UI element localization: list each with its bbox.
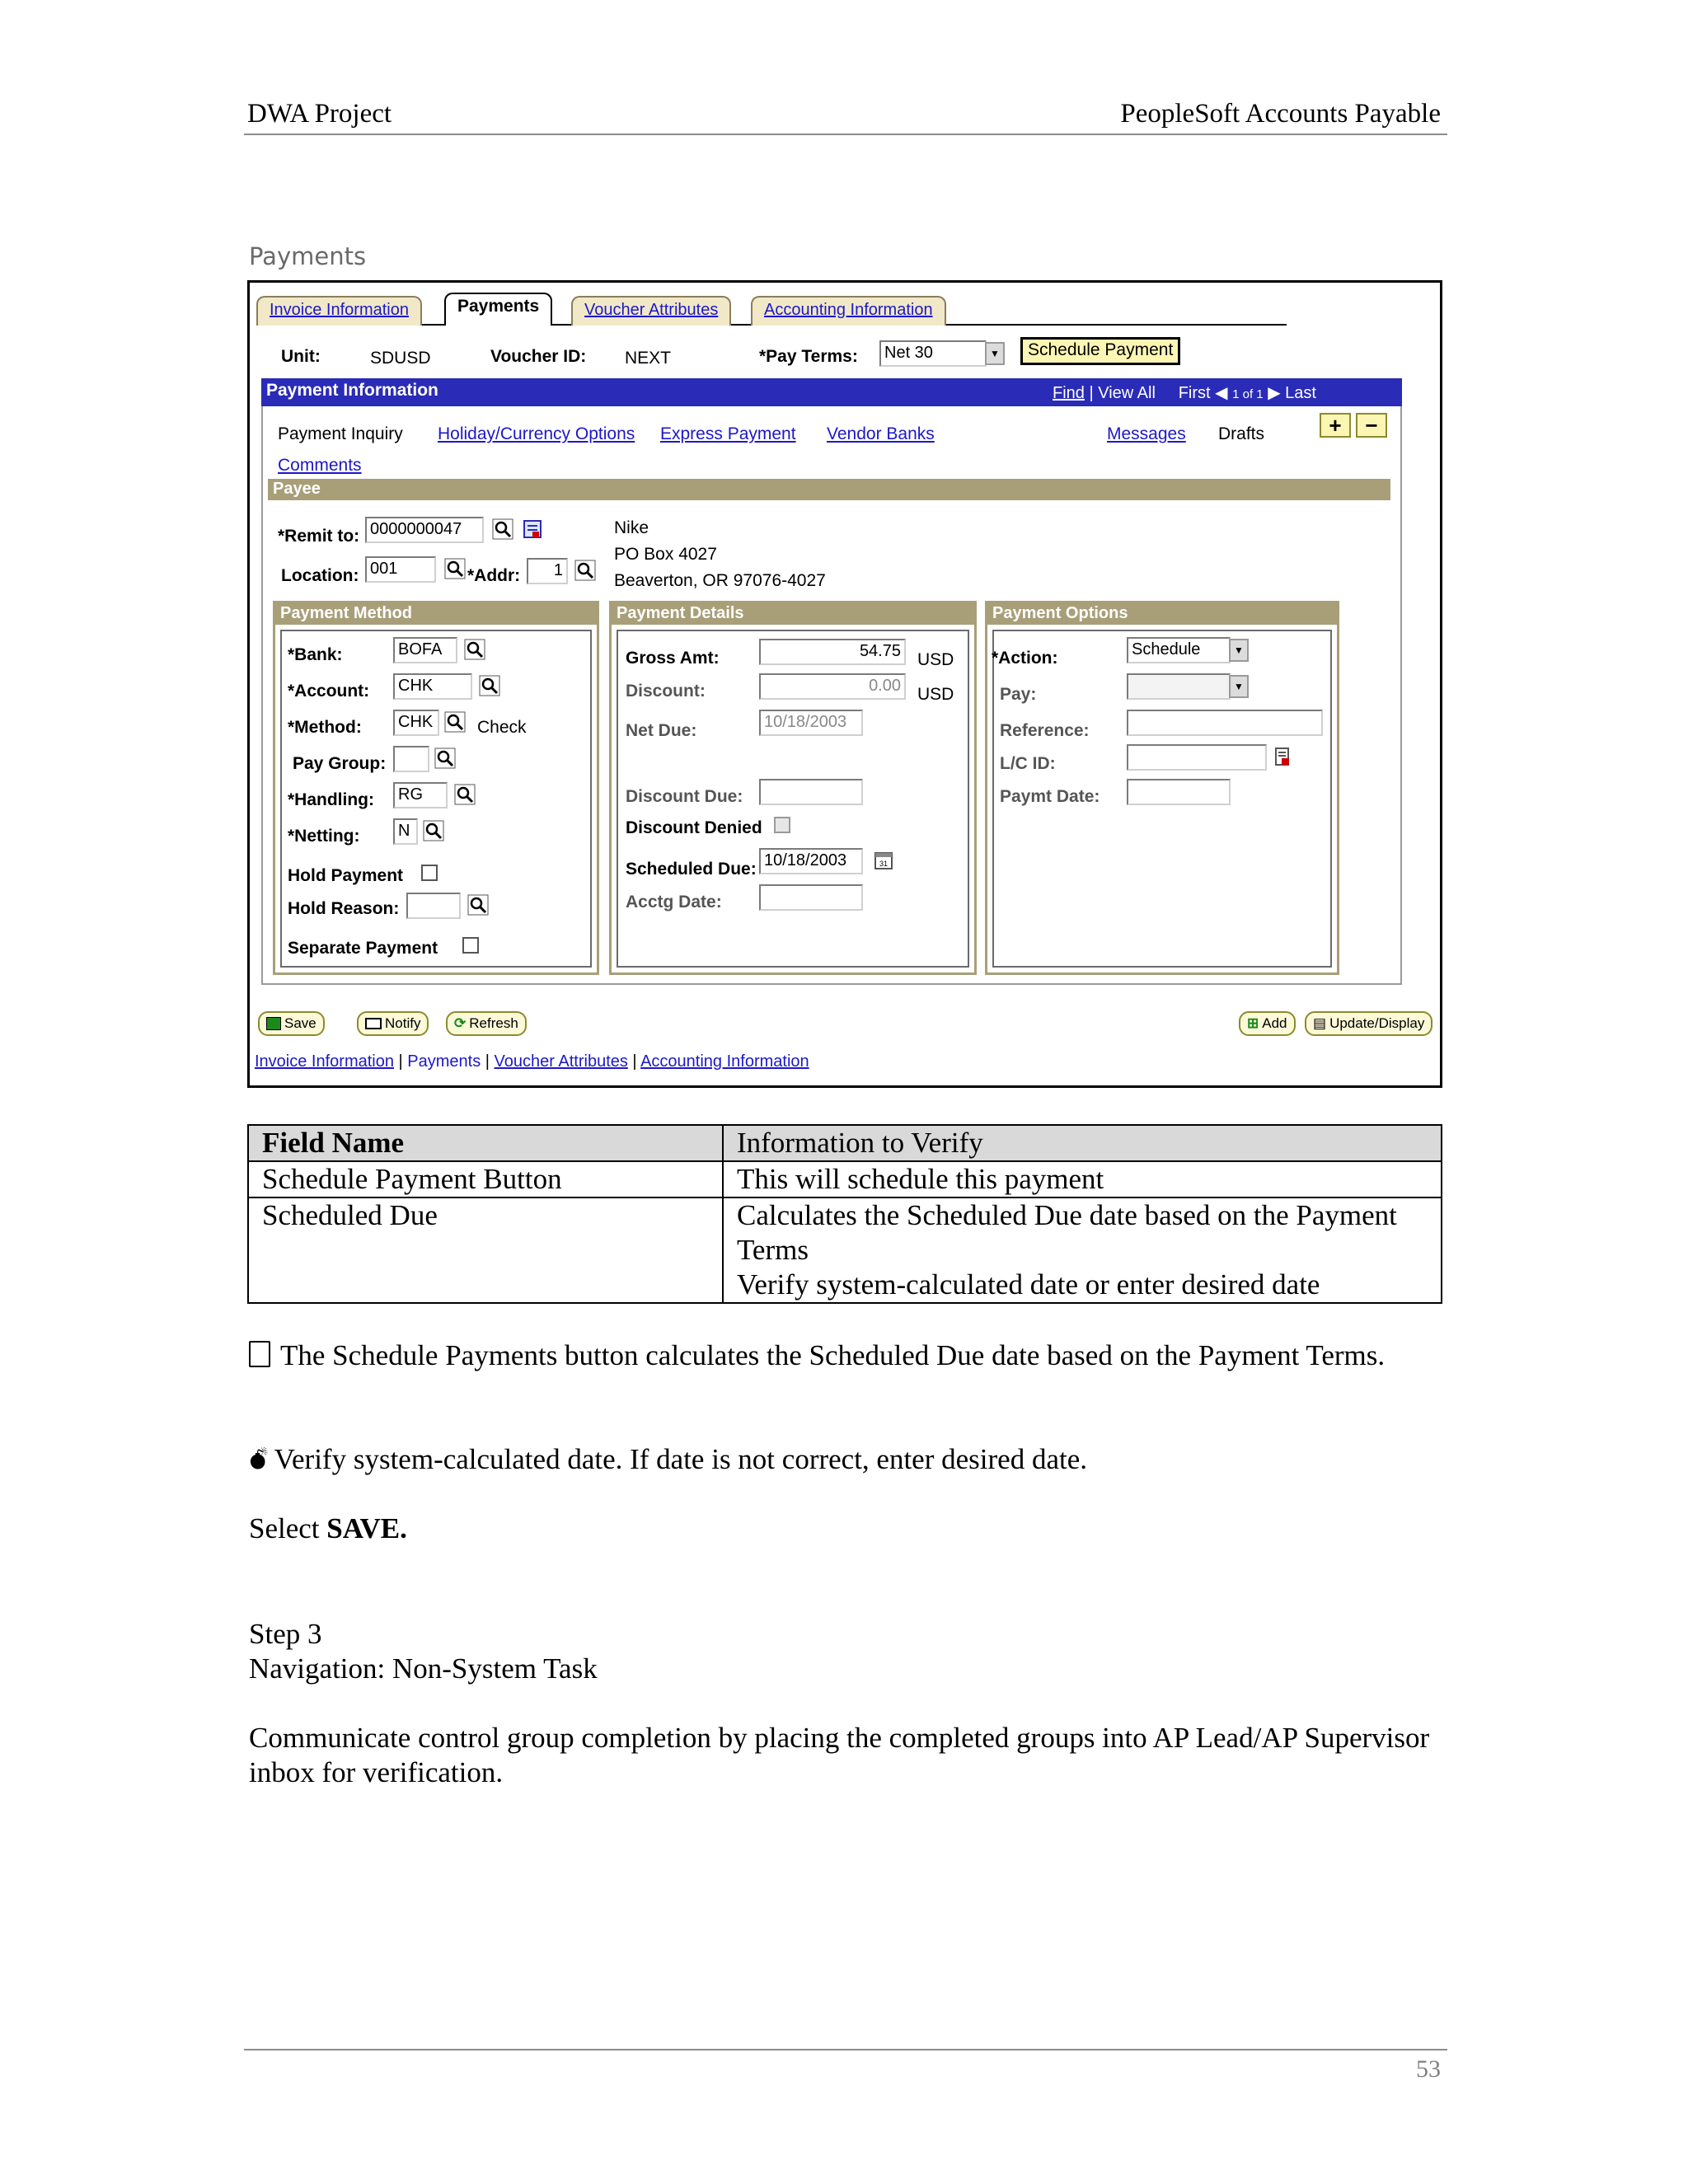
- pay-label: Pay:: [1000, 685, 1037, 704]
- paymt-date-field[interactable]: [1127, 779, 1231, 805]
- messages-link[interactable]: Messages: [1107, 424, 1186, 443]
- remit-to-field[interactable]: 0000000047: [365, 517, 484, 543]
- bottom-link-payments[interactable]: Payments: [407, 1052, 481, 1071]
- table-row: [248, 1161, 1442, 1197]
- view-all-link[interactable]: View All: [1098, 384, 1156, 402]
- gross-amt-label: Gross Amt:: [626, 649, 720, 668]
- payee-section-bar: Payee: [268, 479, 1390, 500]
- payment-information-title: Payment Information: [266, 381, 438, 400]
- search-icon[interactable]: [462, 637, 487, 662]
- last-link[interactable]: Last: [1285, 384, 1316, 402]
- payment-inquiry-text: Payment Inquiry: [278, 424, 403, 443]
- location-label: Location:: [281, 566, 359, 585]
- discount-denied-checkbox: [774, 817, 790, 833]
- vendor-address-line1: PO Box 4027: [614, 545, 717, 564]
- payment-options-title: Payment Options: [987, 603, 1337, 625]
- reference-field[interactable]: [1127, 710, 1323, 736]
- vendor-address-line2: Beaverton, OR 97076-4027: [614, 571, 826, 590]
- gross-amt-currency: USD: [917, 650, 954, 669]
- pay-terms-select[interactable]: Net 30: [879, 340, 987, 367]
- vendor-detail-icon[interactable]: [520, 517, 545, 541]
- add-row-icon[interactable]: +: [1320, 413, 1351, 438]
- tab-accounting-information[interactable]: Accounting Information: [751, 296, 946, 326]
- search-icon[interactable]: [490, 517, 515, 541]
- holiday-currency-options-link[interactable]: Holiday/Currency Options: [438, 424, 635, 443]
- scheduled-due-field[interactable]: 10/18/2003: [759, 848, 863, 874]
- discount-label: Discount:: [626, 682, 706, 701]
- tip-paragraph: [249, 1442, 1436, 1477]
- account-field[interactable]: CHK: [393, 673, 472, 700]
- acctg-date-field: [759, 884, 863, 911]
- method-label: *Method:: [288, 718, 362, 737]
- table-cell-info-line: Calculates the Scheduled Due date based on the Payment Terms: [737, 1199, 1397, 1266]
- table-header-row: [248, 1125, 1442, 1161]
- table-cell-info: This will schedule this payment: [723, 1161, 1442, 1197]
- step-heading: Step 3: [249, 1618, 322, 1650]
- handling-field[interactable]: RG: [393, 782, 448, 808]
- delete-row-icon[interactable]: −: [1356, 413, 1387, 438]
- last-arrow-icon[interactable]: ▶: [1268, 384, 1281, 402]
- scheduled-due-label: Scheduled Due:: [626, 860, 757, 879]
- hold-reason-field[interactable]: [406, 893, 461, 919]
- vendor-name: Nike: [614, 518, 649, 537]
- pay-group-label: Pay Group:: [293, 754, 387, 773]
- hold-payment-label: Hold Payment: [288, 866, 404, 885]
- table-cell-info-line: Verify system-calculated date or enter desired date: [737, 1268, 1320, 1301]
- pay-group-field[interactable]: [393, 746, 429, 772]
- method-field[interactable]: CHK: [393, 710, 439, 736]
- payment-details-title: Payment Details: [612, 603, 974, 625]
- bomb-icon: 💣︎: [249, 1443, 268, 1476]
- lc-detail-icon[interactable]: [1270, 744, 1295, 769]
- remit-to-label: *Remit to:: [278, 527, 360, 546]
- notify-icon: [365, 1018, 382, 1029]
- tip-text: Verify system-calculated date. If date is not correct, enter desired date.: [274, 1443, 1087, 1475]
- table-cell-info: [723, 1197, 1442, 1303]
- payment-information-bar: [261, 378, 1402, 406]
- netting-field[interactable]: N: [393, 818, 418, 845]
- search-icon[interactable]: [466, 893, 490, 917]
- navigation-text: Navigation: Non-System Task: [249, 1652, 598, 1685]
- search-icon[interactable]: [443, 710, 467, 734]
- search-icon[interactable]: [421, 818, 446, 843]
- svg-text:31: 31: [879, 860, 889, 868]
- hold-payment-checkbox[interactable]: [421, 865, 438, 881]
- account-label: *Account:: [288, 682, 370, 701]
- search-icon[interactable]: [443, 556, 467, 581]
- update-display-icon: ▤: [1313, 1015, 1327, 1031]
- bottom-link-accounting-information[interactable]: Accounting Information: [640, 1052, 809, 1071]
- net-due-label: Net Due:: [626, 721, 697, 740]
- add-icon: ⊞: [1247, 1015, 1259, 1031]
- lc-id-label: L/C ID:: [1000, 754, 1056, 773]
- schedule-payment-button[interactable]: Schedule Payment: [1020, 337, 1180, 365]
- refresh-icon: ⟳: [454, 1015, 467, 1031]
- search-icon[interactable]: [573, 558, 598, 583]
- payment-method-title: Payment Method: [275, 603, 597, 625]
- tab-invoice-information[interactable]: Invoice Information: [256, 296, 422, 326]
- save-icon: [266, 1017, 281, 1030]
- find-link[interactable]: Find: [1053, 384, 1085, 402]
- bank-field[interactable]: BOFA: [393, 637, 457, 663]
- update-display-button[interactable]: ▤ Update/Display: [1305, 1011, 1432, 1036]
- discount-due-field[interactable]: [759, 779, 863, 805]
- note-paragraph: [249, 1338, 1436, 1373]
- netting-label: *Netting:: [288, 827, 360, 846]
- page-number: 53: [1416, 2055, 1441, 2083]
- footer-rule: [244, 2049, 1447, 2050]
- discount-field: 0.00: [759, 673, 906, 700]
- addr-field[interactable]: 1: [527, 558, 568, 584]
- handling-label: *Handling:: [288, 790, 374, 809]
- bank-label: *Bank:: [288, 645, 343, 664]
- table-cell-field: Scheduled Due: [248, 1197, 723, 1303]
- tab-voucher-attributes[interactable]: Voucher Attributes: [571, 296, 731, 326]
- unit-label: Unit:: [281, 347, 321, 366]
- action-dropdown-icon[interactable]: ▼: [1229, 639, 1249, 662]
- first-arrow-icon[interactable]: ◀: [1215, 384, 1228, 402]
- table-cell-field: Schedule Payment Button: [248, 1161, 723, 1197]
- action-select[interactable]: Schedule: [1127, 637, 1231, 663]
- table-row: [248, 1197, 1442, 1303]
- tab-payments[interactable]: Payments: [444, 293, 552, 326]
- peoplesoft-window: [247, 280, 1442, 1088]
- select-save-bold: SAVE.: [326, 1512, 407, 1544]
- addr-label: *Addr:: [467, 566, 521, 585]
- vendor-banks-link[interactable]: Vendor Banks: [827, 424, 935, 443]
- separate-payment-label: Separate Payment: [288, 939, 438, 958]
- header-left: DWA Project: [247, 99, 392, 129]
- pay-terms-dropdown-icon[interactable]: ▼: [985, 342, 1005, 365]
- voucher-id-value: NEXT: [625, 349, 672, 368]
- pay-dropdown-icon: ▼: [1229, 675, 1249, 698]
- header-right: PeopleSoft Accounts Payable: [1120, 99, 1441, 129]
- gross-amt-field[interactable]: 54.75: [759, 639, 906, 665]
- reference-label: Reference:: [1000, 721, 1090, 740]
- lc-id-field[interactable]: [1127, 744, 1267, 771]
- discount-denied-label: Discount Denied: [626, 818, 762, 837]
- drafts-text: Drafts: [1218, 424, 1265, 443]
- pay-terms-label: *Pay Terms:: [759, 347, 858, 366]
- location-field[interactable]: 001: [365, 556, 436, 583]
- voucher-id-label: Voucher ID:: [490, 347, 587, 366]
- table-header-field: Field Name: [248, 1125, 723, 1161]
- first-link[interactable]: First: [1178, 384, 1211, 402]
- calendar-icon[interactable]: [871, 848, 896, 873]
- hold-reason-label: Hold Reason:: [288, 899, 400, 918]
- express-payment-link[interactable]: Express Payment: [660, 424, 796, 443]
- select-save-paragraph: [249, 1511, 1436, 1546]
- method-description: Check: [477, 718, 527, 737]
- search-icon[interactable]: [433, 746, 457, 771]
- save-button[interactable]: Save: [258, 1011, 325, 1036]
- communicate-paragraph: Communicate control group completion by placing the completed groups into AP Lead/AP Supervisor inbox for verification.: [249, 1722, 1430, 1788]
- notify-button[interactable]: Notify: [357, 1011, 429, 1036]
- net-due-field: 10/18/2003: [759, 710, 863, 736]
- table-header-info: Information to Verify: [723, 1125, 1442, 1161]
- separate-payment-checkbox[interactable]: [462, 937, 479, 954]
- discount-currency: USD: [917, 685, 954, 704]
- note-icon: [249, 1341, 270, 1367]
- field-verification-table: [247, 1124, 1442, 1304]
- acctg-date-label: Acctg Date:: [626, 893, 722, 912]
- action-label: *Action:: [992, 649, 1058, 668]
- add-button[interactable]: ⊞ Add: [1239, 1011, 1296, 1036]
- row-count: 1 of 1: [1232, 387, 1264, 401]
- bottom-nav-links: Invoice Information | Payments | Voucher Attributes | Accounting Information: [255, 1052, 809, 1071]
- paymt-date-label: Paymt Date:: [1000, 787, 1100, 806]
- select-prefix: Select: [249, 1512, 327, 1544]
- bottom-link-voucher-attributes[interactable]: Voucher Attributes: [494, 1052, 628, 1071]
- pay-select: [1127, 673, 1231, 700]
- discount-due-label: Discount Due:: [626, 787, 743, 806]
- bottom-link-invoice-information[interactable]: Invoice Information: [255, 1052, 394, 1071]
- figure-caption: Payments: [249, 242, 367, 270]
- note-text: The Schedule Payments button calculates the Scheduled Due date based on the Payment Terms.: [280, 1339, 1386, 1371]
- search-icon[interactable]: [452, 782, 477, 807]
- header-rule: [244, 134, 1447, 135]
- unit-value: SDUSD: [370, 349, 431, 368]
- refresh-button[interactable]: ⟳ Refresh: [446, 1011, 527, 1036]
- search-icon[interactable]: [477, 673, 502, 698]
- grid-navigation: Find | View All First ◀ 1 of 1 ▶ Last: [1053, 384, 1316, 402]
- comments-link[interactable]: Comments: [278, 456, 362, 475]
